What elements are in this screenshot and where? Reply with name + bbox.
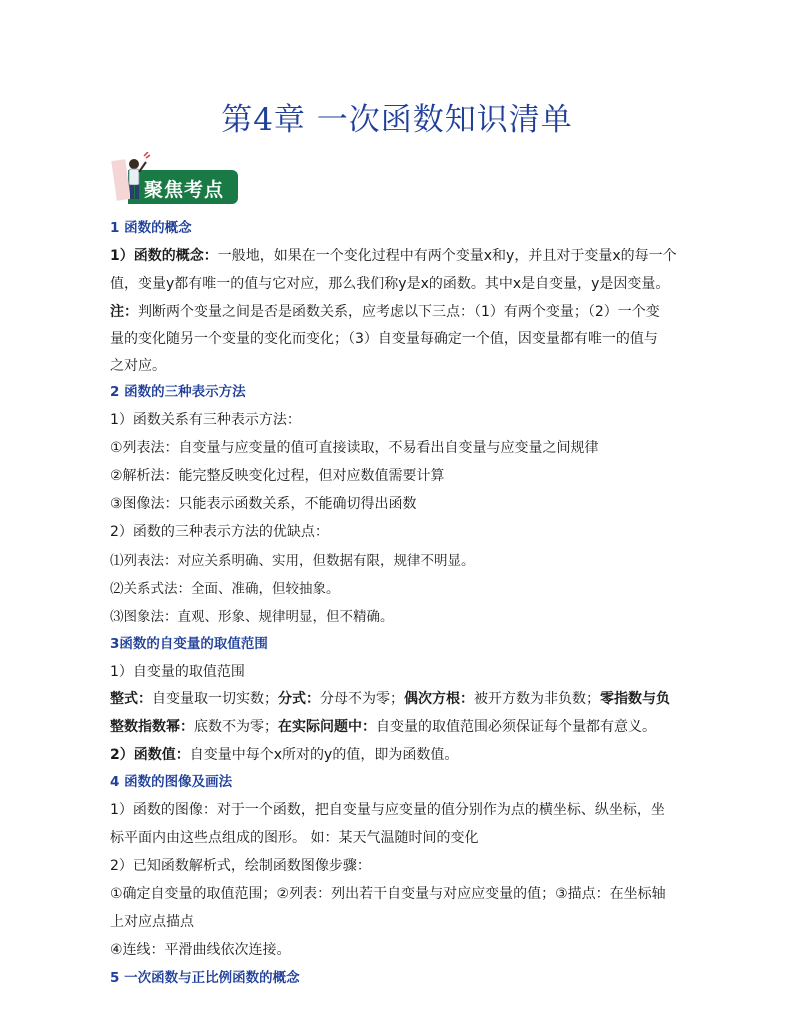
sec3-line-2	[110, 689, 690, 709]
sec3-l4a: 2）函数值：	[110, 747, 190, 763]
sec1-line-4: 量的变化随另一个变量的变化而变化；（3）自变量每确定一个值，因变量都有唯一的值与	[110, 331, 658, 347]
section-3-heading: 3函数的自变量的取值范围	[110, 636, 268, 652]
sec2-line-5: 2）函数的三种表示方法的优缺点：	[110, 524, 329, 540]
sec3-l2e: 偶次方根：	[404, 691, 474, 707]
sec3-l3d: 自变量的取值范围必须保证每个量都有意义。	[376, 719, 656, 735]
badge-label: 聚焦考点	[144, 179, 225, 201]
page-title: 第4章 一次函数知识清单	[221, 102, 573, 138]
sec3-l2g: 零指数与负	[600, 691, 670, 707]
section-5-heading: 5 一次函数与正比例函数的概念	[110, 970, 300, 986]
sec1-note-l1: 判断两个变量之间是否是函数关系，应考虑以下三点：（1）有两个变量；（2）一个变	[138, 304, 660, 320]
sec4-line-4: ①确定自变量的取值范围；②列表：列出若干自变量与对应应变量的值；③描点：在坐标轴	[110, 886, 666, 902]
student-figure-icon	[110, 152, 150, 208]
focus-badge	[110, 152, 238, 208]
sec1-line-3	[110, 302, 690, 322]
sec1-p1-prefix: 1）函数的概念：	[110, 248, 218, 264]
sec4-line-2: 标平面内由这些点组成的图形。 如：某天气温随时间的变化	[110, 830, 479, 846]
sec2-line-3: ②解析法：能完整反映变化过程，但对应数值需要计算	[110, 468, 445, 484]
sec3-l3c: 在实际问题中：	[278, 719, 376, 735]
sec1-note-prefix: 注：	[110, 304, 138, 320]
sec2-line-6: ⑴列表法：对应关系明确、实用，但数据有限，规律不明显。	[110, 553, 475, 569]
sec2-line-7: ⑵关系式法：全面、准确，但较抽象。	[110, 581, 340, 597]
section-2-heading: 2 函数的三种表示方法	[110, 384, 246, 400]
sec3-l2f: 被开方数为非负数；	[474, 691, 600, 707]
sec2-line-8: ⑶图象法：直观、形象、规律明显，但不精确。	[110, 609, 394, 625]
sec3-l2c: 分式：	[278, 691, 320, 707]
sec3-l2a: 整式：	[110, 691, 152, 707]
sec1-line-5: 之对应。	[110, 358, 166, 374]
sec3-l2b: 自变量取一切实数；	[152, 691, 278, 707]
sec3-l3b: 底数不为零；	[194, 719, 278, 735]
sec1-p1-l1: 一般地，如果在一个变化过程中有两个变量x和y，并且对于变量x的每一个	[217, 248, 677, 264]
sec2-line-1: 1）函数关系有三种表示方法：	[110, 412, 301, 428]
sec3-line-4	[110, 745, 690, 765]
sec3-l2d: 分母不为零；	[320, 691, 404, 707]
sec4-line-1: 1）函数的图像：对于一个函数，把自变量与应变量的值分别作为点的横坐标、纵坐标，坐	[110, 802, 665, 818]
section-4-heading: 4 函数的图像及画法	[110, 774, 233, 790]
sec4-line-6: ④连线：平滑曲线依次连接。	[110, 942, 291, 958]
sec4-line-5: 上对应点描点	[110, 914, 194, 930]
sec4-line-3: 2）已知函数解析式，绘制函数图像步骤：	[110, 858, 371, 874]
sec3-l3a: 整数指数幂：	[110, 719, 194, 735]
sec1-line-1	[110, 246, 690, 266]
sec3-line-3	[110, 717, 690, 737]
sec3-l4b: 自变量中每个x所对的y的值，即为函数值。	[189, 747, 459, 763]
section-1-heading: 1 函数的概念	[110, 220, 192, 236]
sec1-line-2: 值，变量y都有唯一的值与它对应，那么我们称y是x的函数。其中x是自变量，y是因变量。	[110, 276, 670, 292]
sec3-line-1: 1）自变量的取值范围	[110, 664, 245, 680]
sec2-line-2: ①列表法：自变量与应变量的值可直接读取，不易看出自变量与应变量之间规律	[110, 440, 599, 456]
sec2-line-4: ③图像法：只能表示函数关系，不能确切得出函数	[110, 496, 417, 512]
